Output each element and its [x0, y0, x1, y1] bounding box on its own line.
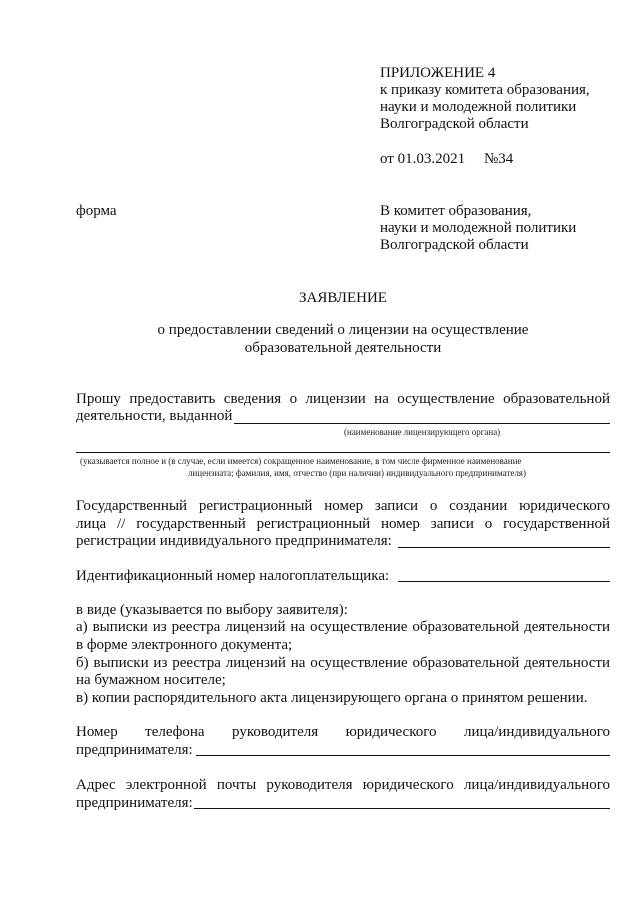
email-line-1: Адрес электронной почты руководителя юридического лица/индивидуального: [76, 777, 610, 793]
phone-field[interactable]: [196, 755, 610, 756]
phone-line-2: предпринимателя:: [76, 742, 193, 758]
recipient-line-3: Волгоградской области: [380, 237, 529, 253]
document-title: ЗАЯВЛЕНИЕ: [299, 290, 387, 306]
phone-line-1: Номер телефона руководителя юридического лица/индивидуального: [76, 724, 610, 740]
registration-line-1: Государственный регистрационный номер записи о создании юридического: [76, 498, 610, 514]
option-a-line-1: а) выписки из реестра лицензий на осуществление образовательной деятельности: [76, 619, 610, 635]
appendix-title: ПРИЛОЖЕНИЕ 4: [380, 65, 496, 81]
request-line-2: деятельности, выданной: [76, 408, 233, 424]
option-c-line-1: в) копии распорядительного акта лицензирующего органа о принятом решении.: [76, 690, 588, 706]
option-b-line-2: на бумажном носителе;: [76, 672, 226, 688]
form-label: форма: [76, 203, 117, 219]
appendix-line-1: к приказу комитета образования,: [380, 82, 590, 98]
licensee-name-field[interactable]: [76, 452, 610, 453]
email-field[interactable]: [194, 808, 610, 809]
licensee-hint-2: лицензиата; фамилия, имя, отчество (при наличии) индивидуального предпринимателя): [188, 468, 526, 478]
appendix-line-3: Волгоградской области: [380, 116, 529, 132]
appendix-line-2: науки и молодежной политики: [380, 99, 577, 115]
registration-line-3: регистрации индивидуального предпринимателя:: [76, 533, 392, 549]
option-b-line-1: б) выписки из реестра лицензий на осуществление образовательной деятельности: [76, 655, 610, 671]
email-line-2: предпринимателя:: [76, 795, 193, 811]
appendix-date: от 01.03.2021: [380, 151, 466, 167]
registration-number-field[interactable]: [398, 547, 610, 548]
registration-line-2: лица // государственный регистрационный номер записи о государственной: [76, 516, 610, 532]
option-a-line-2: в форме электронного документа;: [76, 637, 293, 653]
recipient-line-1: В комитет образования,: [380, 203, 532, 219]
options-intro: в виде (указывается по выбору заявителя):: [76, 602, 348, 618]
document-subtitle-2: образовательной деятельности: [244, 340, 442, 356]
inn-field[interactable]: [398, 581, 610, 582]
document-subtitle-1: о предоставлении сведений о лицензии на осуществление: [157, 322, 529, 338]
licensing-authority-field[interactable]: [234, 423, 610, 424]
licensee-hint-1: (указывается полное и (в случае, если имеется) сокращенное наименование, в том числе фирменное наименование: [80, 456, 522, 466]
recipient-line-2: науки и молодежной политики: [380, 220, 577, 236]
request-line-1: Прошу предоставить сведения о лицензии на осуществление образовательной: [76, 391, 610, 407]
appendix-number: №34: [484, 151, 514, 167]
inn-label: Идентификационный номер налогоплательщика:: [76, 568, 390, 584]
licensing-authority-hint: (наименование лицензирующего органа): [344, 427, 501, 437]
